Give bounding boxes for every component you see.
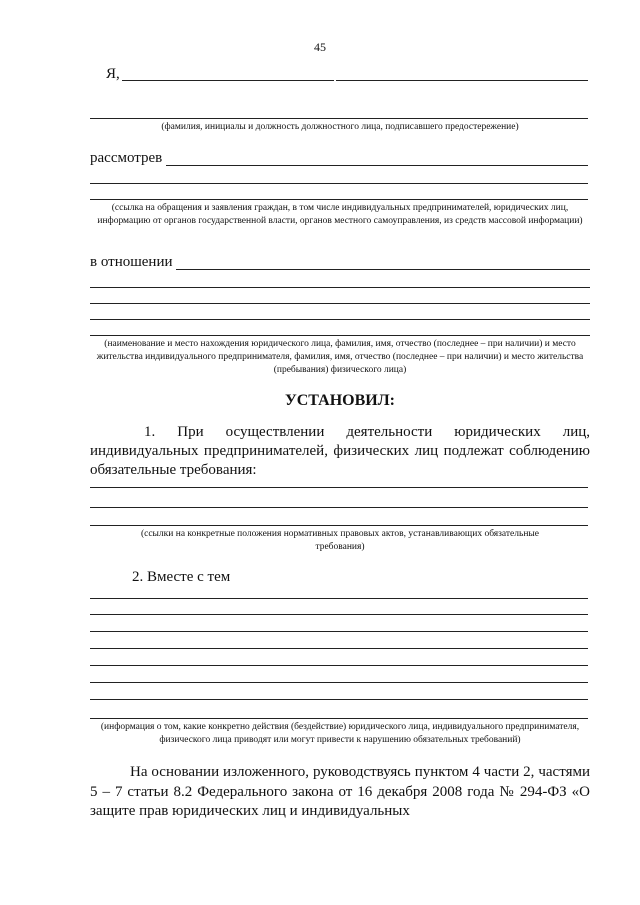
regarding-line-2[interactable] bbox=[90, 287, 590, 288]
violations-line-7[interactable] bbox=[90, 699, 588, 700]
violations-line-5[interactable] bbox=[90, 665, 588, 666]
reviewed-line-1[interactable] bbox=[166, 165, 588, 166]
reviewed-line-3[interactable] bbox=[90, 199, 588, 200]
requirements-line-1[interactable] bbox=[90, 487, 588, 488]
final-paragraph: На основании изложенного, руководствуясь пунктом 4 части 2, частями 5 – 7 статьи 8.2 Федерального закона от 16 декабря 2008 года № 294-ФЗ «О защите прав юридических лиц и индивидуальных bbox=[90, 764, 590, 819]
reviewed-line-2[interactable] bbox=[90, 183, 588, 184]
violations-line-1[interactable] bbox=[90, 598, 588, 599]
regarding-label: в отношении bbox=[90, 254, 173, 270]
item1-text: 1. При осуществлении деятельности юридических лиц, индивидуальных предпринимателей, физических лиц подлежат соблюдению обязательные требования: bbox=[90, 424, 590, 478]
item2-label: 2. Вместе с тем bbox=[132, 569, 231, 585]
name-line-2[interactable] bbox=[336, 80, 588, 81]
violations-line-2[interactable] bbox=[90, 614, 588, 615]
regarding-line-3[interactable] bbox=[90, 303, 590, 304]
violations-line-6[interactable] bbox=[90, 682, 588, 683]
requirements-line-3[interactable] bbox=[90, 525, 588, 526]
violations-line-8[interactable] bbox=[90, 718, 588, 719]
regarding-line-5[interactable] bbox=[90, 335, 590, 336]
i-label: Я, bbox=[106, 66, 120, 82]
requirements-line-2[interactable] bbox=[90, 507, 588, 508]
caption-sources: (ссылка на обращения и заявления граждан, в том числе индивидуальных предпринимателей, юридических лиц, информацию от органов государственной власти, органов местного самоуправления, из средств массовой информации) bbox=[97, 203, 583, 226]
caption-requirements: (ссылки на конкретные положения нормативных правовых актов, устанавливающих обязательные требования) bbox=[140, 529, 540, 552]
reviewed-label: рассмотрев bbox=[90, 150, 163, 166]
regarding-line-4[interactable] bbox=[90, 319, 590, 320]
violations-line-3[interactable] bbox=[90, 631, 588, 632]
violations-line-4[interactable] bbox=[90, 648, 588, 649]
caption-entity: (наименование и место нахождения юридического лица, фамилия, имя, отчество (последнее – при наличии) и место жительства индивидуального предпринимателя, фамилия, имя, отчество (последнее – при наличии) и место жительства (пребывания) физического лица) bbox=[96, 339, 584, 375]
caption-violations: (информация о том, какие конкретно действия (бездействие) юридического лица, индивидуального предпринимателя, физического лица приводят или могут привести к нарушению обязательных требований) bbox=[100, 722, 580, 745]
page-number: 45 bbox=[314, 40, 326, 54]
name-line-3[interactable] bbox=[90, 118, 588, 119]
established-heading: УСТАНОВИЛ: bbox=[285, 392, 395, 409]
name-line-1[interactable] bbox=[122, 80, 334, 81]
caption-official: (фамилия, инициалы и должность должностного лица, подписавшего предостережение) bbox=[161, 122, 519, 132]
regarding-line-1[interactable] bbox=[176, 269, 590, 270]
